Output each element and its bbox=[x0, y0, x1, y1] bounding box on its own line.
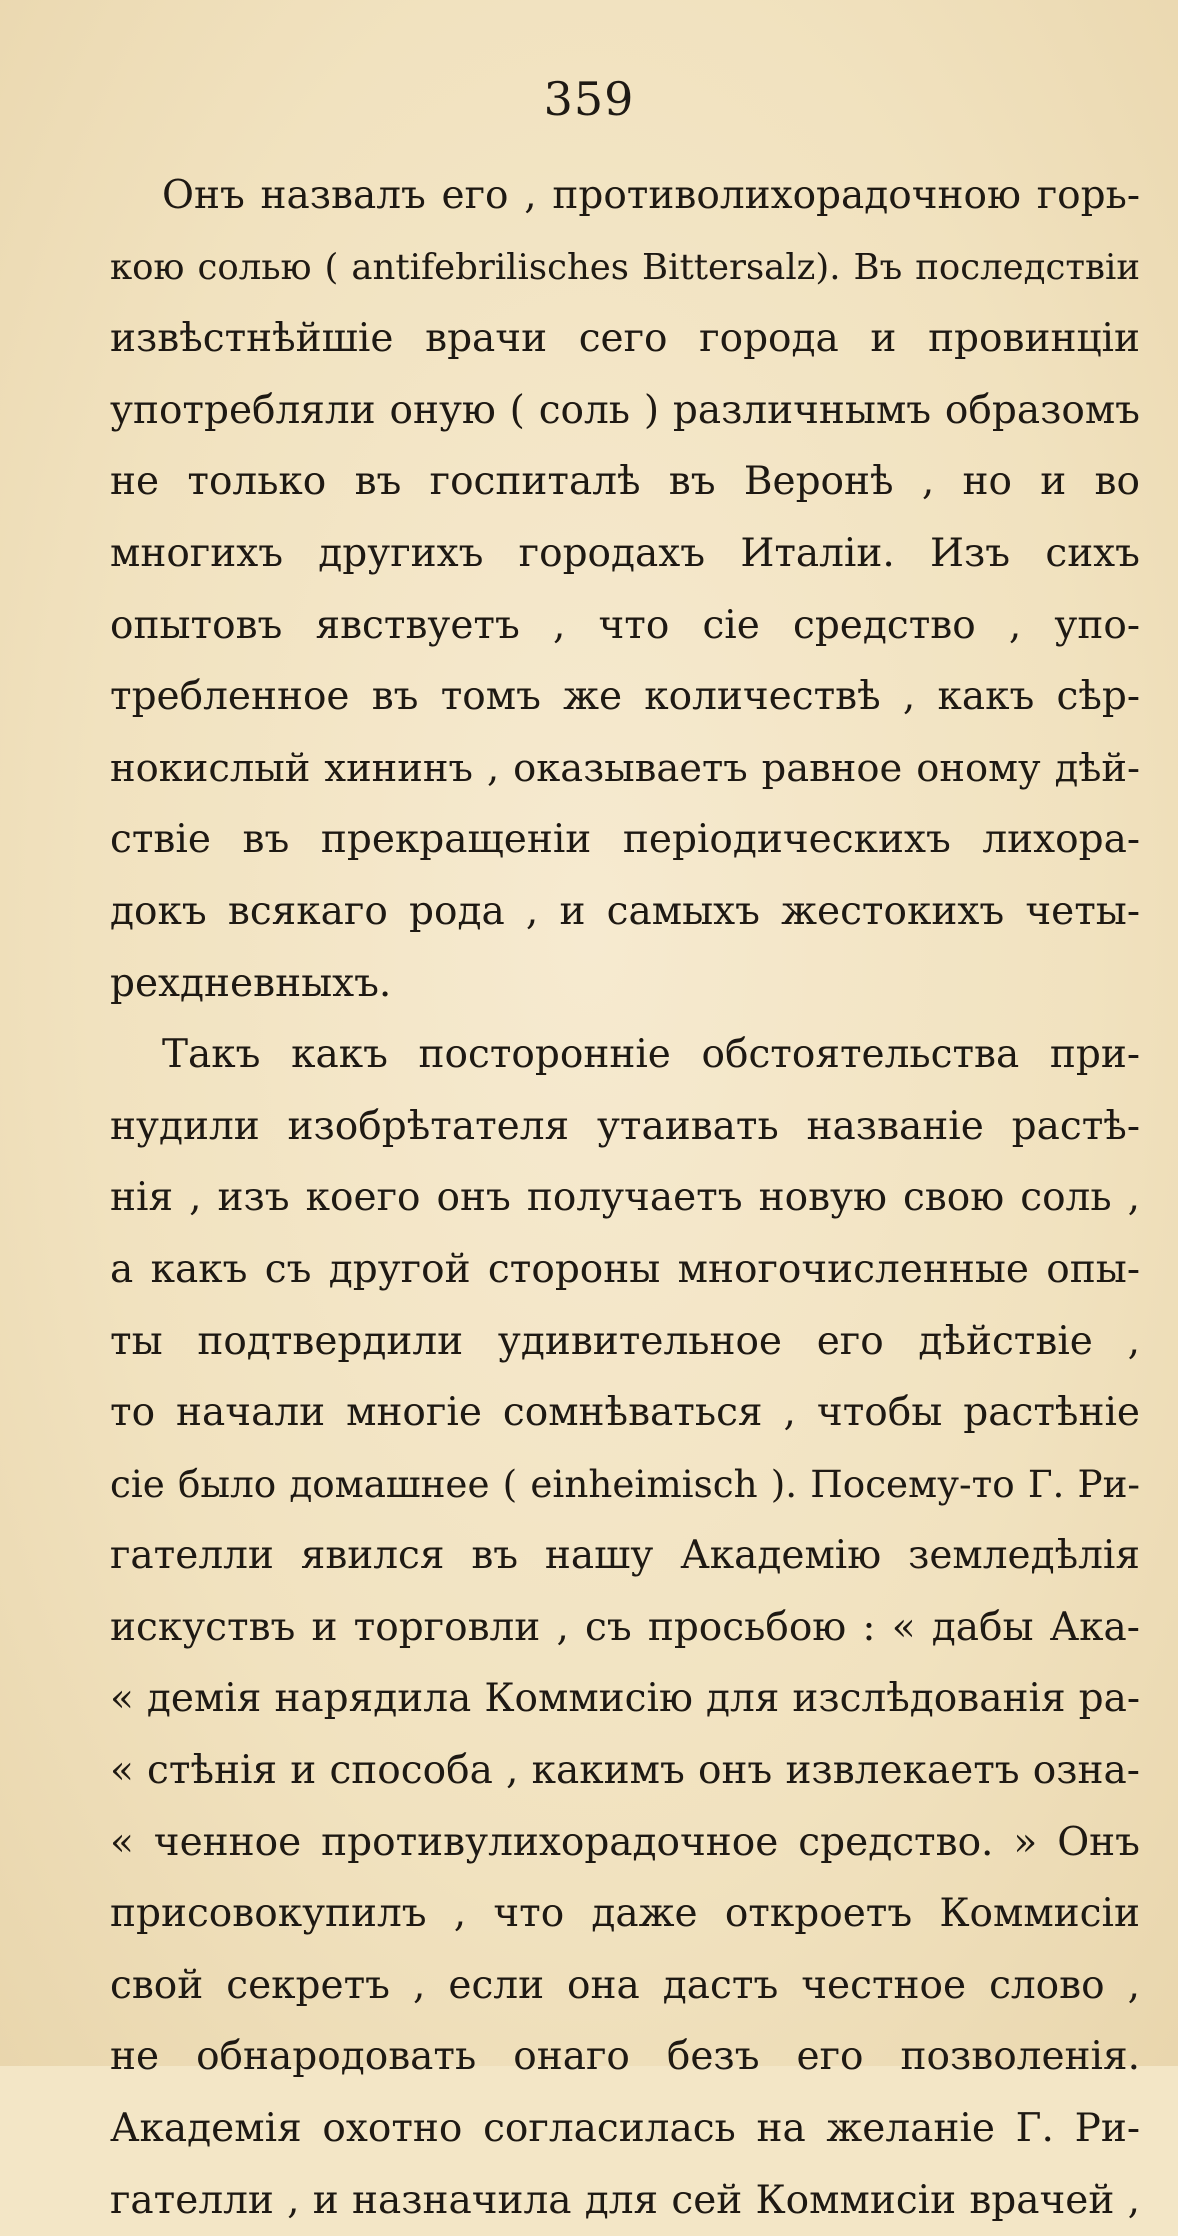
text-line: свой секретъ , если она дастъ честное слово , bbox=[110, 1962, 1140, 2008]
text-line: докъ всякаго рода , и самыхъ жестокихъ четы- bbox=[110, 888, 1140, 934]
text-line: ты подтвердили удивительное его дѣйствіе , bbox=[110, 1318, 1140, 1364]
text-line: требленное въ томъ же количествѣ , какъ сѣр- bbox=[110, 674, 1140, 720]
text-line: Такъ какъ посторонніе обстоятельства при- bbox=[162, 1032, 1140, 1078]
text-line: опытовъ явствуетъ , что сіе средство , упо- bbox=[110, 602, 1140, 648]
text-line: Академія охотно согласилась на желаніе Г. Ри- bbox=[110, 2106, 1140, 2152]
text-line: нія , изъ коего онъ получаетъ новую свою соль , bbox=[110, 1175, 1140, 1221]
text-line: многихъ другихъ городахъ Италіи. Изъ сихъ bbox=[110, 530, 1140, 576]
text-line: « демія нарядила Коммисію для изслѣдованія ра- bbox=[110, 1676, 1140, 1722]
text-line: Онъ назвалъ его , противолихорадочною горь- bbox=[162, 173, 1140, 218]
text-line: сіе было домашнее ( einheimisch ). Посему-то Г. Ри- bbox=[110, 1461, 1140, 1506]
text-line: присовокупилъ , что даже откроетъ Коммисіи bbox=[110, 1891, 1140, 1937]
text-line: гателли явился въ нашу Академію земледѣлія bbox=[110, 1533, 1140, 1579]
text-line: нудили изобрѣтателя утаивать названіе растѣ- bbox=[110, 1103, 1140, 1149]
text-line: гателли , и назначила для сей Коммисіи врачей , bbox=[110, 2177, 1140, 2223]
text-line: не только въ госпиталѣ въ Веронѣ , но и во bbox=[110, 459, 1140, 505]
text-line: не обнародовать онаго безъ его позволенія. bbox=[110, 2034, 1140, 2080]
text-line: то начали многіе сомнѣваться , чтобы растѣніе bbox=[110, 1390, 1140, 1436]
text-line: « ченное противулихорадочное средство. » Онъ bbox=[110, 1819, 1140, 1865]
page-number: 359 bbox=[543, 72, 635, 126]
text-line: « стѣнія и способа , какимъ онъ извлекаетъ озна- bbox=[110, 1748, 1140, 1794]
text-line: кою солью ( antifebrilisches Bittersalz). Въ последствіи bbox=[110, 246, 1140, 288]
text-line: употребляли оную ( соль ) различнымъ образомъ bbox=[110, 387, 1140, 433]
text-line: рехдневныхъ. bbox=[110, 960, 392, 1006]
text-line: а какъ съ другой стороны многочисленные опы- bbox=[110, 1246, 1140, 1292]
text-line: искуствъ и торговли , съ просьбою : « дабы Ака- bbox=[110, 1604, 1140, 1650]
body-text bbox=[110, 160, 1140, 2236]
text-line: извѣстнѣйшіе врачи сего города и провинціи bbox=[110, 316, 1140, 362]
text-line: нокислый хининъ , оказываетъ равное оному дѣй- bbox=[110, 745, 1140, 791]
text-line: ствіе въ прекращеніи періодическихъ лихора- bbox=[110, 817, 1140, 863]
